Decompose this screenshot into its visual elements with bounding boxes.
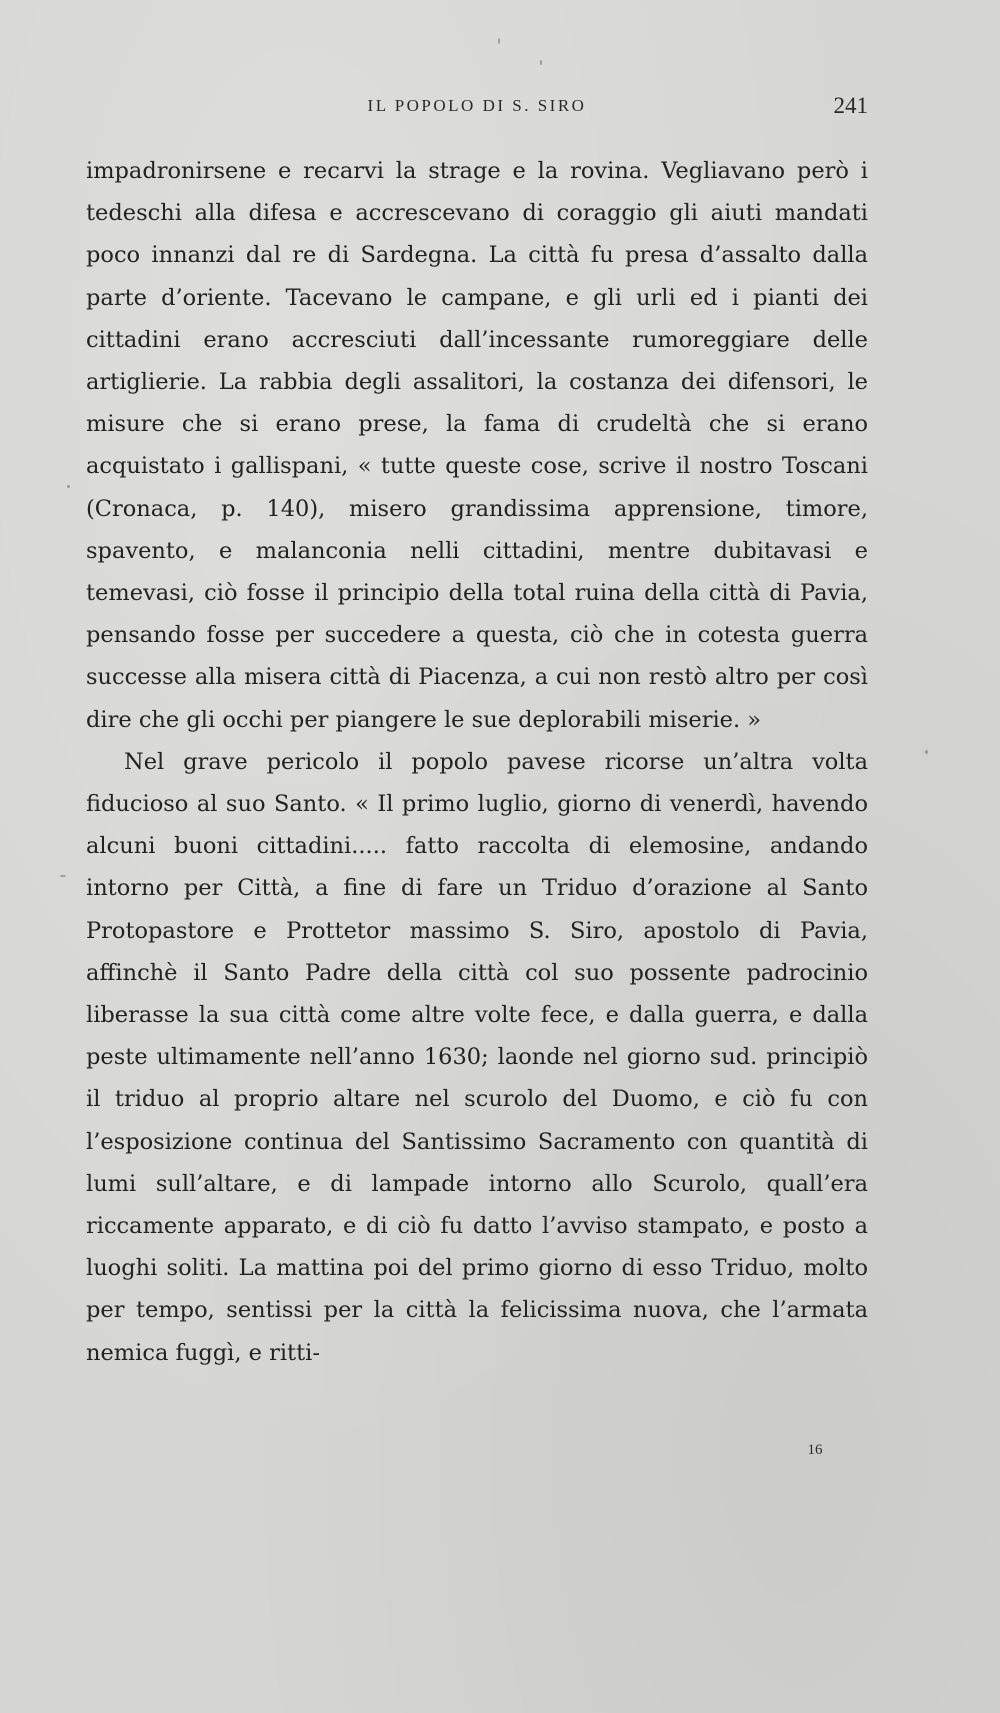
signature-mark: 16 bbox=[807, 1442, 823, 1458]
paper-speck bbox=[67, 485, 70, 488]
paragraph-continued: impadronirsene e recarvi la strage e la rovina. Vegliavano però i tedeschi alla difesa e accrescevano di coraggio gli aiuti mandati poco innanzi dal re di Sardegna. La città fu presa d’assalto dalla parte d’oriente. Tacevano le campane, e gli urli ed i pianti dei cittadini erano accresciuti dall’incessante rumoreggiare delle artiglierie. La rabbia degli assalitori, la costanza dei difensori, le misure che si erano prese, la fama di crudeltà che si erano acquistato i gallispani, « tutte queste cose, scrive il nostro Toscani (Cronaca, p. 140), misero grandissima apprensione, timore, spavento, e malanconia nelli cittadini, mentre dubitavasi e temevasi, ciò fosse il principio della total ruina della città di Pavia, pensando fosse per succedere a questa, ciò che in cotesta guerra successe alla misera città di Piacenza, a cui non restò altro per così dire che gli occhi per piangere le sue deplorabili miserie. » bbox=[86, 158, 868, 733]
paper-speck bbox=[60, 875, 66, 877]
running-title: IL POPOLO DI S. SIRO bbox=[367, 96, 587, 115]
paper-speck bbox=[925, 750, 928, 754]
paper-speck bbox=[540, 60, 542, 65]
paragraph: Nel grave pericolo il popolo pavese ricorse un’altra volta fiducioso al suo Santo. « Il primo luglio, giorno di venerdì, havendo alcuni buoni cittadini..... fatto raccolta di elemosine, andando intorno per Città, a fine di fare un Triduo d’orazione al Santo Protopastore e Prottetor massimo S. Siro, apostolo di Pavia, affinchè il Santo Padre della città col suo possente padrocinio liberasse la sua città come altre volte fece, e dalla guerra, e dalla peste ultimamente nell’anno 1630; laonde nel giorno sud. principiò il triduo al proprio altare nel scurolo del Duomo, e ciò fu con l’esposizione continua del Santissimo Sacramento con quantità di lumi sull’altare, e di lampade intorno allo Scurolo, quall’era riccamente apparato, e di ciò fu datto l’avviso stampato, e posto a luoghi soliti. La mattina poi del primo giorno di esso Triduo, molto per tempo, sentissi per la città la felicissima nuova, che l’armata nemica fuggì, e ritti- bbox=[86, 748, 868, 1366]
body-text bbox=[86, 150, 868, 1374]
paper-speck bbox=[498, 38, 500, 44]
page-number: 241 bbox=[833, 93, 868, 118]
running-head bbox=[86, 93, 868, 126]
